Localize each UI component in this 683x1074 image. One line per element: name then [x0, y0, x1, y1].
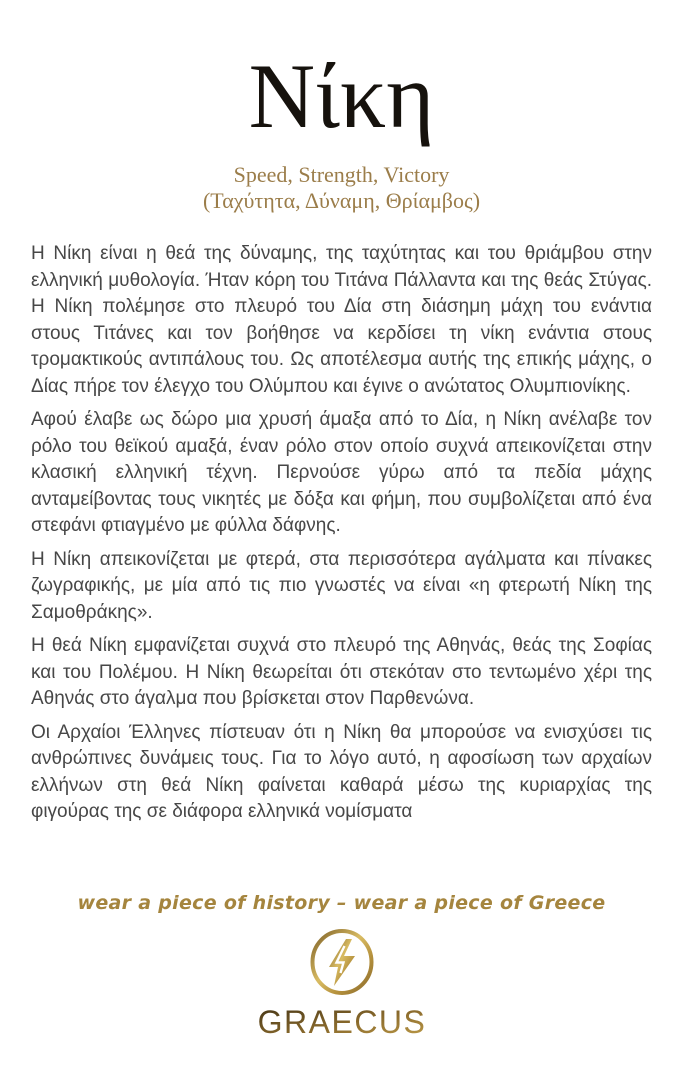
subtitle-greek: (Ταχύτητα, Δύναμη, Θρίαμβος) — [202, 188, 481, 213]
brand-name: GRAECUS — [257, 1004, 426, 1040]
brand-wordmark — [0, 1000, 683, 1046]
lightning-bolt-circle-icon — [306, 926, 378, 998]
brand-tagline: wear a piece of history – wear a piece of Greece — [77, 892, 606, 914]
graecus-logo — [0, 926, 683, 998]
footer — [0, 892, 683, 1046]
product-description-page — [0, 45, 683, 1074]
paragraph-4: Η θεά Νίκη εμφανίζεται συχνά στο πλευρό της Αθηνάς, θεάς της Σοφίας και του Πολέμου. Η Νίκη θεωρείται ότι στεκόταν στο τεντωμένο χέρι της Αθηνάς στο άγαλμα που βρίσκεται στον Παρθενώνα. — [31, 635, 652, 709]
subtitle-block — [0, 162, 683, 214]
brand-wordmark-svg — [212, 1000, 472, 1046]
paragraph-1: Η Νίκη είναι η θεά της δύναμης, της ταχύτητας και του θριάμβου στην ελληνική μυθολογία. Ήταν κόρη του Τιτάνα Πάλλαντα και της θεάς Στύγας. Η Νίκη πολέμησε στο πλευρό του Δία στη διάσημη μάχη του ενάντια στους Τιτάνες και τον βοήθησε να κερδίσει τη νίκη ενάντια στους τρομακτικούς αντιπάλους του. Ως αποτέλεσμα αυτής της επικής μάχης, ο Δίας πήρε τον έλεγχο του Ολύμπου και έγινε ο ανώτατος Ολυμπιονίκης. — [31, 243, 652, 397]
page-title: Νίκη — [248, 45, 435, 147]
subtitle-english: Speed, Strength, Victory — [233, 162, 450, 187]
paragraph-3: Η Νίκη απεικονίζεται με φτερά, στα περισσότερα αγάλματα και πίνακες ζωγραφικής, με μία από τις πιο γνωστές να είναι «η φτερωτή Νίκη της Σαμοθράκης». — [31, 548, 652, 623]
paragraph-5: Οι Αρχαίοι Έλληνες πίστευαν ότι η Νίκη θα μπορούσε να ενισχύσει τις ανθρώπινες δυνάμεις τους. Για το λόγο αυτό, η αφοσίωση των αρχαίων ελλήνων στη θεά Νίκη φαίνεται καθαρά μέσω της κυριαρχίας της φιγούρας της σε διάφορα ελληνικά νομίσματα — [31, 721, 652, 822]
body-text — [31, 241, 652, 826]
paragraph-2: Αφού έλαβε ως δώρο μια χρυσή άμαξα από το Δία, η Νίκη ανέλαβε τον ρόλο του θεϊκού αμαξά, έναν ρόλο στον οποίο συχνά απεικονίζεται στην κλασική ελληνική τέχνη. Περνούσε γύρω από τα πεδία μάχης ανταμείβοντας τους νικητές με δόξα και φήμη, που συμβολίζεται από ένα στεφάνι φτιαγμένο με φύλλα δάφνης. — [31, 409, 652, 536]
